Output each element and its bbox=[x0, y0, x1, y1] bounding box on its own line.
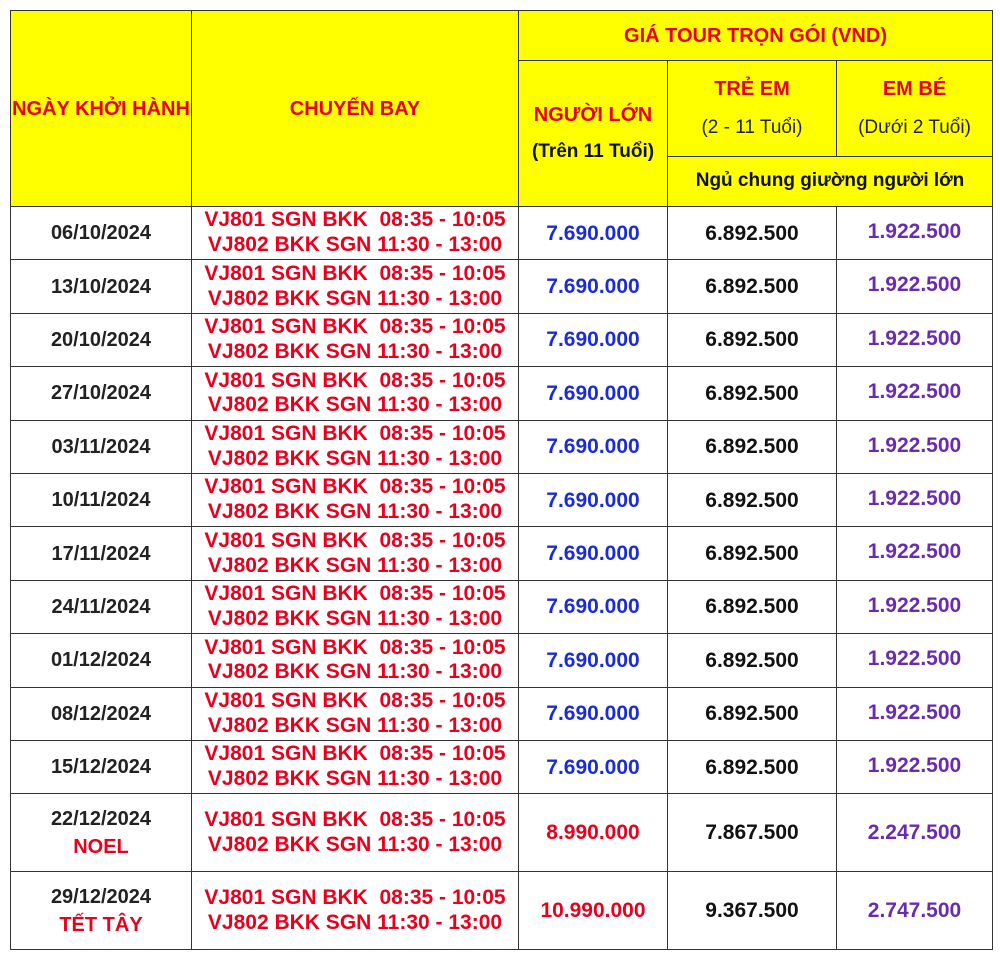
flight-return: VJ802 BKK SGN 11:30 - 13:00 bbox=[207, 832, 503, 856]
header-baby-sub: (Dưới 2 Tuổi) bbox=[858, 117, 971, 139]
price-child: 6.892.500 bbox=[668, 207, 837, 260]
price-baby: 2.747.500 bbox=[837, 872, 993, 950]
cell-flight bbox=[192, 527, 519, 580]
price-baby: 1.922.500 bbox=[837, 367, 993, 420]
header-baby bbox=[837, 61, 993, 157]
cell-flight bbox=[192, 580, 519, 633]
cell-departure-date bbox=[11, 740, 192, 793]
cell-departure-date bbox=[11, 872, 192, 950]
header-departure-date: NGÀY KHỞI HÀNH bbox=[11, 11, 192, 207]
departure-date: 17/11/2024 bbox=[51, 542, 151, 565]
flight-outbound: VJ801 SGN BKK 08:35 - 10:05 bbox=[204, 635, 506, 659]
price-baby: 1.922.500 bbox=[837, 634, 993, 687]
price-baby: 1.922.500 bbox=[837, 313, 993, 366]
flight-outbound: VJ801 SGN BKK 08:35 - 10:05 bbox=[204, 688, 506, 712]
price-child: 6.892.500 bbox=[668, 527, 837, 580]
price-baby: 1.922.500 bbox=[837, 580, 993, 633]
departure-date: 10/11/2024 bbox=[51, 489, 151, 512]
departure-date: 27/10/2024 bbox=[50, 382, 152, 405]
table-row bbox=[11, 872, 993, 950]
price-adult: 7.690.000 bbox=[519, 634, 668, 687]
cell-departure-date bbox=[11, 260, 192, 313]
header-child-title: TRẺ EM bbox=[714, 78, 790, 101]
cell-departure-date bbox=[11, 420, 192, 473]
cell-flight bbox=[192, 313, 519, 366]
price-adult: 7.690.000 bbox=[519, 527, 668, 580]
price-adult: 7.690.000 bbox=[519, 580, 668, 633]
price-child: 6.892.500 bbox=[668, 313, 837, 366]
cell-flight bbox=[192, 872, 519, 950]
header-adult-sub: (Trên 11 Tuổi) bbox=[531, 141, 655, 163]
header-child-sub: (2 - 11 Tuổi) bbox=[701, 117, 803, 139]
flight-return: VJ802 BKK SGN 11:30 - 13:00 bbox=[207, 553, 503, 577]
flight-outbound: VJ801 SGN BKK 08:35 - 10:05 bbox=[204, 421, 506, 445]
departure-date: 03/11/2024 bbox=[51, 435, 151, 458]
price-child: 6.892.500 bbox=[668, 634, 837, 687]
table-row bbox=[11, 420, 993, 473]
header-price-group: GIÁ TOUR TRỌN GÓI (VND) bbox=[519, 11, 993, 61]
table-row bbox=[11, 527, 993, 580]
flight-outbound: VJ801 SGN BKK 08:35 - 10:05 bbox=[204, 528, 506, 552]
holiday-tag: TẾT TÂY bbox=[59, 913, 143, 936]
cell-flight bbox=[192, 634, 519, 687]
flight-return: VJ802 BKK SGN 11:30 - 13:00 bbox=[207, 393, 503, 417]
cell-departure-date bbox=[11, 367, 192, 420]
price-adult: 7.690.000 bbox=[519, 740, 668, 793]
flight-outbound: VJ801 SGN BKK 08:35 - 10:05 bbox=[204, 582, 506, 606]
price-adult: 8.990.000 bbox=[519, 794, 668, 872]
cell-departure-date bbox=[11, 313, 192, 366]
flight-outbound: VJ801 SGN BKK 08:35 - 10:05 bbox=[204, 261, 506, 285]
price-baby: 1.922.500 bbox=[837, 527, 993, 580]
header-baby-title: EM BÉ bbox=[882, 78, 947, 101]
departure-date: 24/11/2024 bbox=[51, 595, 151, 618]
table-row bbox=[11, 260, 993, 313]
table-row bbox=[11, 473, 993, 526]
departure-date: 29/12/2024 bbox=[50, 885, 152, 908]
departure-date: 08/12/2024 bbox=[50, 702, 152, 725]
price-adult: 7.690.000 bbox=[519, 313, 668, 366]
flight-return: VJ802 BKK SGN 11:30 - 13:00 bbox=[207, 339, 503, 363]
flight-return: VJ802 BKK SGN 11:30 - 13:00 bbox=[207, 910, 503, 934]
table-row bbox=[11, 580, 993, 633]
flight-outbound: VJ801 SGN BKK 08:35 - 10:05 bbox=[204, 315, 506, 339]
cell-departure-date bbox=[11, 794, 192, 872]
table-row bbox=[11, 367, 993, 420]
price-child: 6.892.500 bbox=[668, 687, 837, 740]
tour-price-table bbox=[10, 10, 993, 950]
cell-departure-date bbox=[11, 473, 192, 526]
cell-flight bbox=[192, 260, 519, 313]
price-child: 6.892.500 bbox=[668, 420, 837, 473]
price-baby: 2.247.500 bbox=[837, 794, 993, 872]
price-baby: 1.922.500 bbox=[837, 740, 993, 793]
departure-date: 06/10/2024 bbox=[50, 222, 152, 245]
price-child: 6.892.500 bbox=[668, 580, 837, 633]
cell-departure-date bbox=[11, 580, 192, 633]
price-adult: 7.690.000 bbox=[519, 687, 668, 740]
flight-outbound: VJ801 SGN BKK 08:35 - 10:05 bbox=[204, 808, 506, 832]
cell-departure-date bbox=[11, 687, 192, 740]
table-row bbox=[11, 207, 993, 260]
header-child bbox=[668, 61, 837, 157]
cell-flight bbox=[192, 473, 519, 526]
flight-outbound: VJ801 SGN BKK 08:35 - 10:05 bbox=[204, 886, 506, 910]
header-flight: CHUYẾN BAY bbox=[192, 11, 519, 207]
price-adult: 7.690.000 bbox=[519, 420, 668, 473]
flight-return: VJ802 BKK SGN 11:30 - 13:00 bbox=[207, 713, 503, 737]
table-row bbox=[11, 634, 993, 687]
header-adult bbox=[519, 61, 668, 207]
cell-flight bbox=[192, 420, 519, 473]
flight-outbound: VJ801 SGN BKK 08:35 - 10:05 bbox=[204, 475, 506, 499]
table-row bbox=[11, 740, 993, 793]
departure-date: 13/10/2024 bbox=[50, 275, 152, 298]
cell-flight bbox=[192, 367, 519, 420]
price-child: 6.892.500 bbox=[668, 473, 837, 526]
flight-return: VJ802 BKK SGN 11:30 - 13:00 bbox=[207, 500, 503, 524]
flight-return: VJ802 BKK SGN 11:30 - 13:00 bbox=[207, 660, 503, 684]
departure-date: 20/10/2024 bbox=[50, 328, 152, 351]
price-child: 7.867.500 bbox=[668, 794, 837, 872]
cell-flight bbox=[192, 740, 519, 793]
cell-departure-date bbox=[11, 527, 192, 580]
price-baby: 1.922.500 bbox=[837, 473, 993, 526]
price-baby: 1.922.500 bbox=[837, 687, 993, 740]
flight-return: VJ802 BKK SGN 11:30 - 13:00 bbox=[207, 233, 503, 257]
departure-date: 22/12/2024 bbox=[50, 807, 152, 830]
departure-date: 15/12/2024 bbox=[50, 756, 152, 779]
flight-return: VJ802 BKK SGN 11:30 - 13:00 bbox=[207, 767, 503, 791]
price-child: 6.892.500 bbox=[668, 740, 837, 793]
table-row bbox=[11, 313, 993, 366]
price-baby: 1.922.500 bbox=[837, 207, 993, 260]
flight-return: VJ802 BKK SGN 11:30 - 13:00 bbox=[207, 446, 503, 470]
departure-date: 01/12/2024 bbox=[50, 649, 152, 672]
cell-flight bbox=[192, 794, 519, 872]
price-baby: 1.922.500 bbox=[837, 420, 993, 473]
cell-departure-date bbox=[11, 634, 192, 687]
cell-flight bbox=[192, 687, 519, 740]
price-adult: 7.690.000 bbox=[519, 207, 668, 260]
price-adult: 7.690.000 bbox=[519, 473, 668, 526]
header-adult-title: NGƯỜI LỚN bbox=[533, 104, 653, 127]
price-adult: 10.990.000 bbox=[519, 872, 668, 950]
table-row bbox=[11, 687, 993, 740]
flight-outbound: VJ801 SGN BKK 08:35 - 10:05 bbox=[204, 368, 506, 392]
cell-flight bbox=[192, 207, 519, 260]
price-adult: 7.690.000 bbox=[519, 260, 668, 313]
flight-outbound: VJ801 SGN BKK 08:35 - 10:05 bbox=[204, 742, 506, 766]
price-adult: 7.690.000 bbox=[519, 367, 668, 420]
header-shared-bed-note: Ngủ chung giường người lớn bbox=[668, 157, 993, 207]
price-child: 9.367.500 bbox=[668, 872, 837, 950]
price-baby: 1.922.500 bbox=[837, 260, 993, 313]
flight-outbound: VJ801 SGN BKK 08:35 - 10:05 bbox=[204, 208, 506, 232]
price-child: 6.892.500 bbox=[668, 367, 837, 420]
flight-return: VJ802 BKK SGN 11:30 - 13:00 bbox=[207, 286, 503, 310]
flight-return: VJ802 BKK SGN 11:30 - 13:00 bbox=[207, 606, 503, 630]
table-row bbox=[11, 794, 993, 872]
price-child: 6.892.500 bbox=[668, 260, 837, 313]
cell-departure-date bbox=[11, 207, 192, 260]
holiday-tag: NOEL bbox=[73, 835, 129, 858]
